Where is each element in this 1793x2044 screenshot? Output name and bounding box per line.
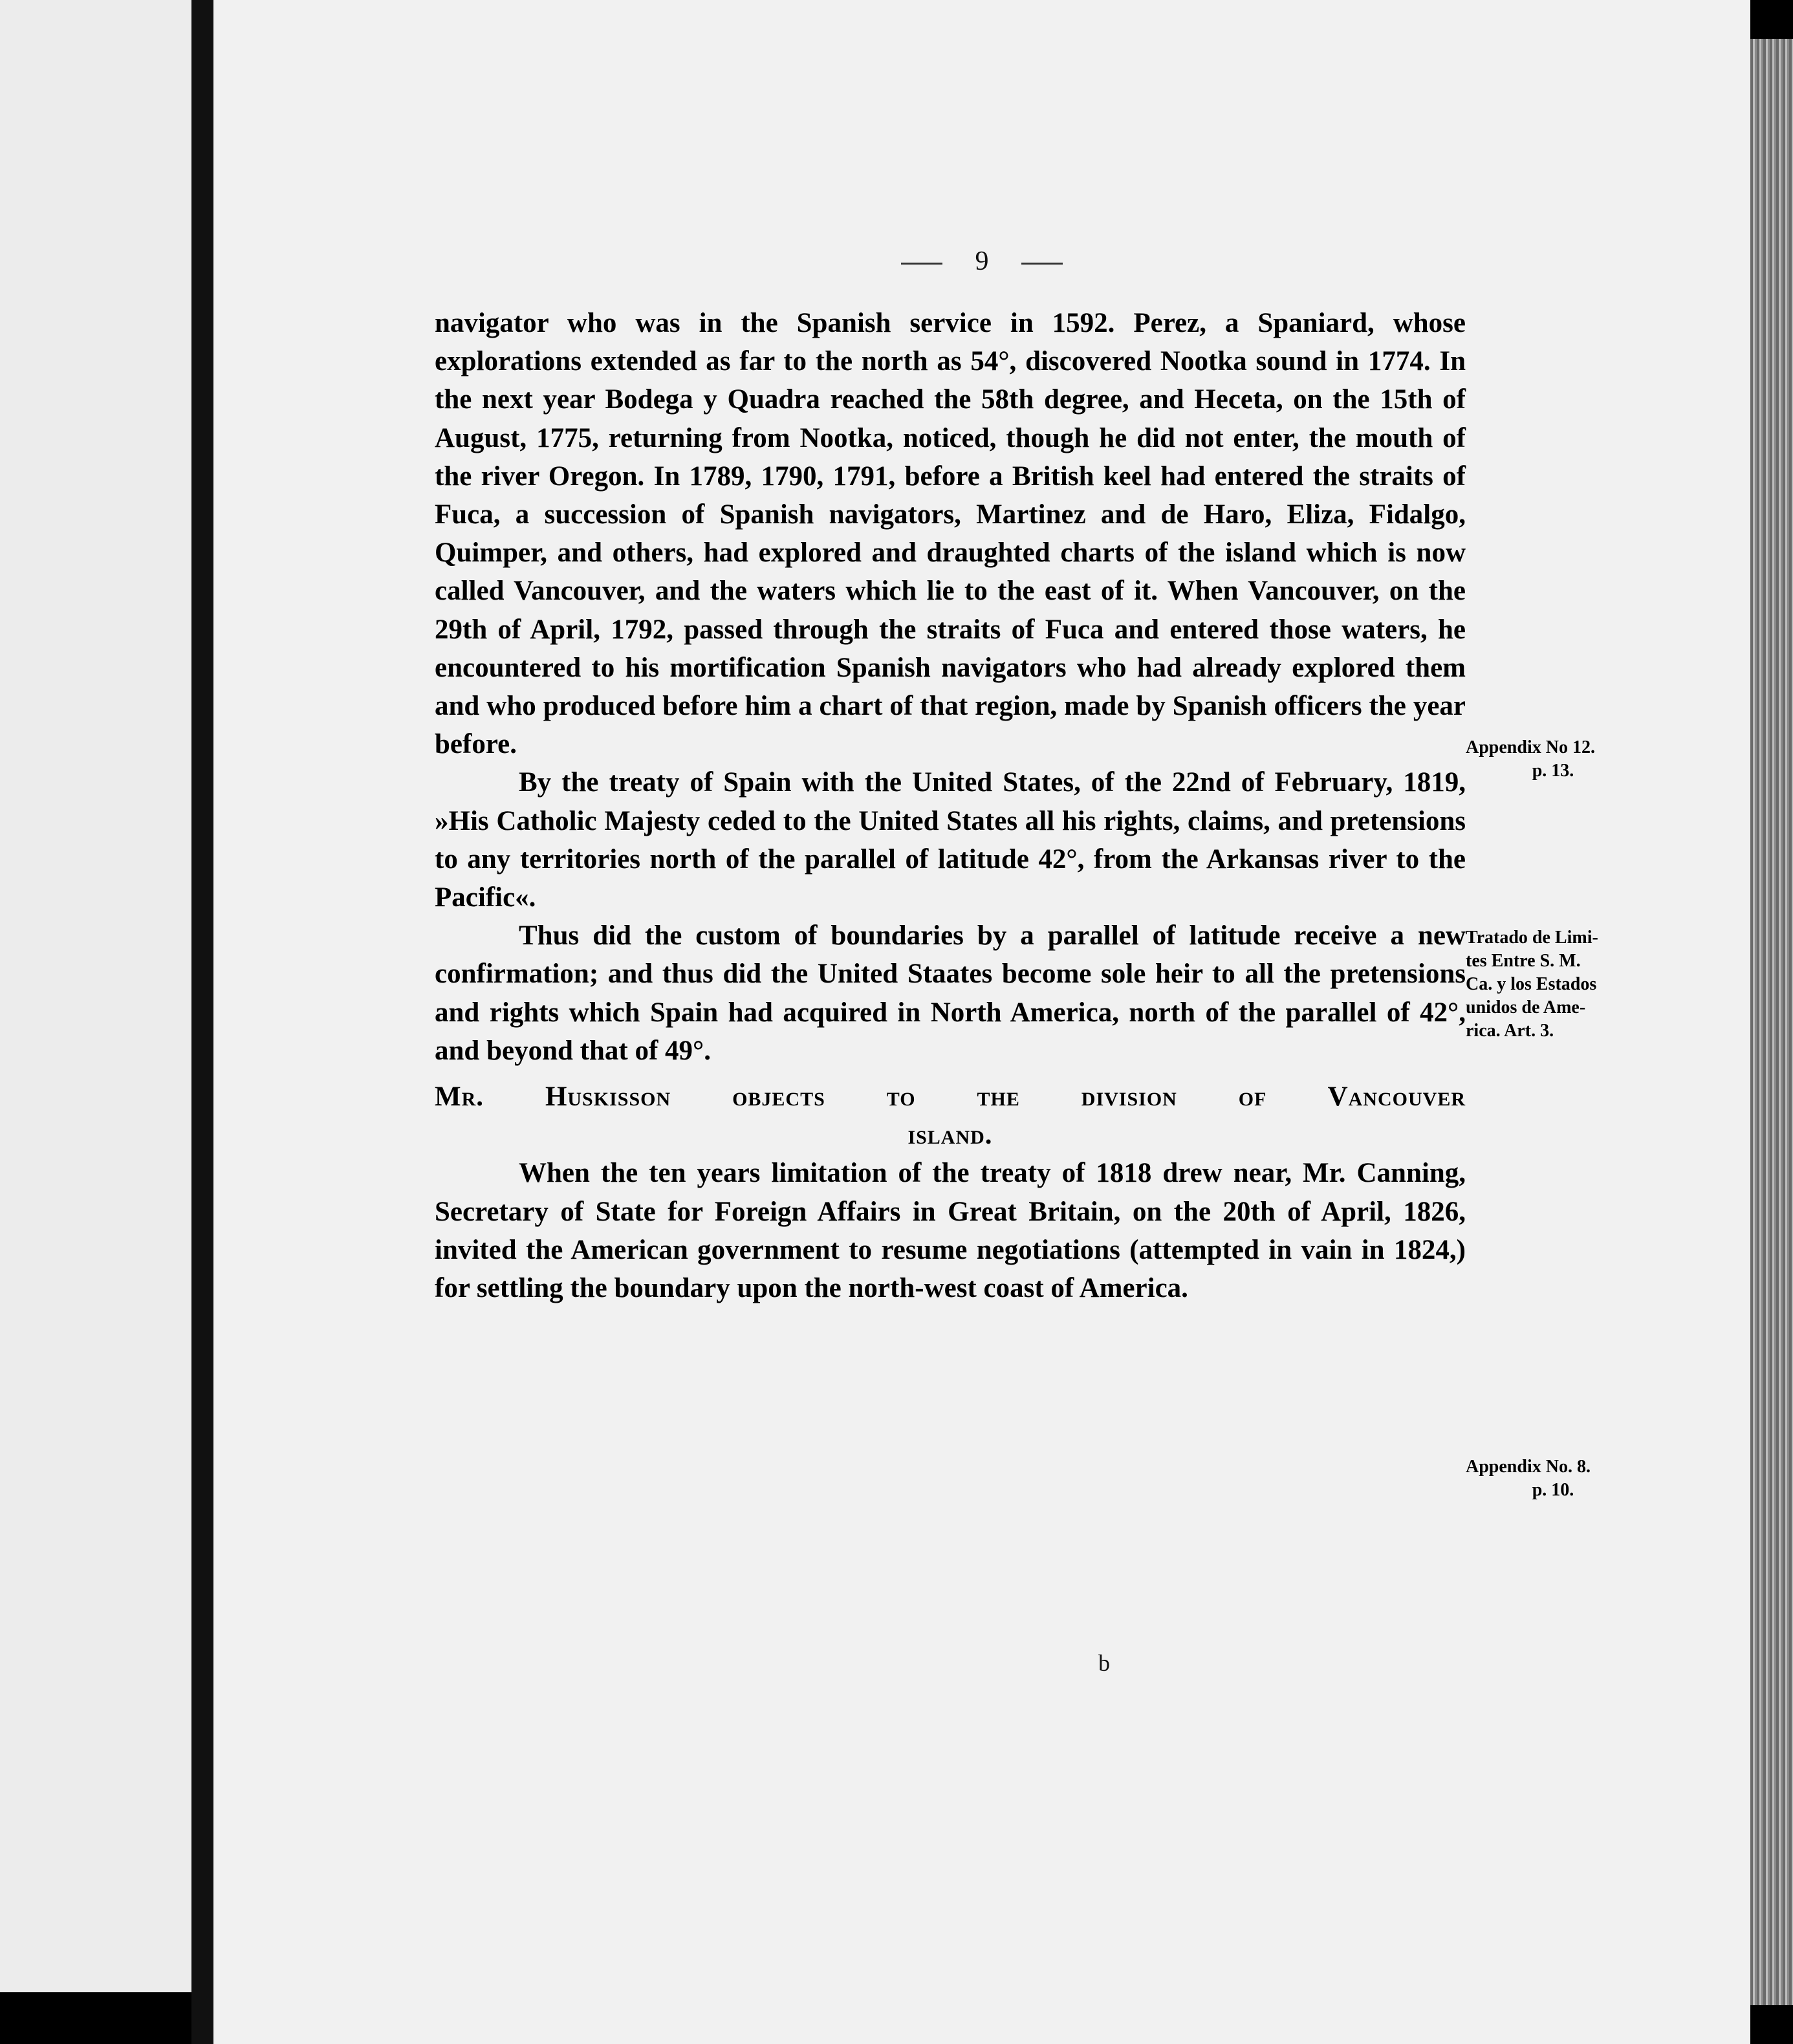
section-heading [435,1078,1466,1154]
book-spine [191,0,213,2044]
margin-note-line: tes Entre S. M. [1466,951,1581,971]
margin-note-line: Ca. y los Estados [1466,974,1597,994]
margin-note-line: rica. Art. 3. [1466,1021,1554,1041]
section-heading-line-2: island. [907,1120,993,1151]
document-page [213,0,1750,2044]
margin-note-appendix-12 [1466,736,1640,783]
margin-note-line: p. 13. [1532,761,1574,781]
section-heading-line-1: Mr. Huskisson objects to the division of Vancouver [435,1082,1466,1113]
paragraph-3: Thus did the custom of boundaries by a parallel of latitude receive a new confirmation; and thus did the United Staates become sole heir to all the pretensions and rights which Spain had acquired in North America, north of the parallel of 42°, and beyond that of 49°. [435,920,1466,1066]
paragraph-4: When the ten years limitation of the treaty of 1818 drew near, Mr. Canning, Secretary of State for Foreign Affairs in Great Britain, on the 20th of April, 1826, invited the American government to resume negotiations (attempted in vain in 1824,) for settling the boundary upon the north-west coast of America. [435,1158,1466,1304]
left-page-edge [0,0,191,1992]
margin-note-treaty [1466,926,1640,1043]
margin-note-line: unidos de Ame- [1466,997,1586,1017]
margin-note-line: Tratado de Limi- [1466,928,1598,948]
page-header [213,246,1750,277]
paragraph-2: By the treaty of Spain with the United States, of the 22nd of February, 1819, »His Catholic Majesty ceded to the United States all his rights, claims, and pretensions to any territories north of the parallel of latitude 42°, from the Arkansas river to the Pacific«. [435,767,1466,913]
margin-note-line: p. 10. [1532,1480,1574,1500]
paragraph-1: navigator who was in the Spanish service in 1592. Perez, a Spaniard, whose explorations extended as far to the north as 54°, discovered Nootka sound in 1774. In the next year Bodega y Quadra reached the 58th degree, and Heceta, on the 15th of August, 1775, returning from Nootka, noticed, though he did not enter, the mouth of the river Oregon. In 1789, 1790, 1791, before a British keel had entered the straits of Fuca, a succession of Spanish navigators, Martinez and de Haro, Eliza, Fidalgo, Quimper, and others, had explored and draughted charts of the island which is now called Vancouver, and the waters which lie to the east of it. When Vancouver, on the 29th of April, 1792, passed through the straits of Fuca and entered those waters, he encountered to his mortification Spanish navigators who had already explored them and who produced before him a chart of that region, made by Spanish officers the year before. [435,308,1466,760]
signature-mark: b [1098,1650,1110,1676]
header-dash-right [1021,263,1063,265]
page-edge-stack [1750,39,1793,2005]
body-text [435,304,1466,1307]
page-number: 9 [975,246,989,276]
header-dash-left [901,263,942,265]
margin-note-line: Appendix No. 8. [1466,1457,1591,1477]
margin-note-line: Appendix No 12. [1466,737,1595,757]
margin-note-appendix-8 [1466,1455,1640,1502]
